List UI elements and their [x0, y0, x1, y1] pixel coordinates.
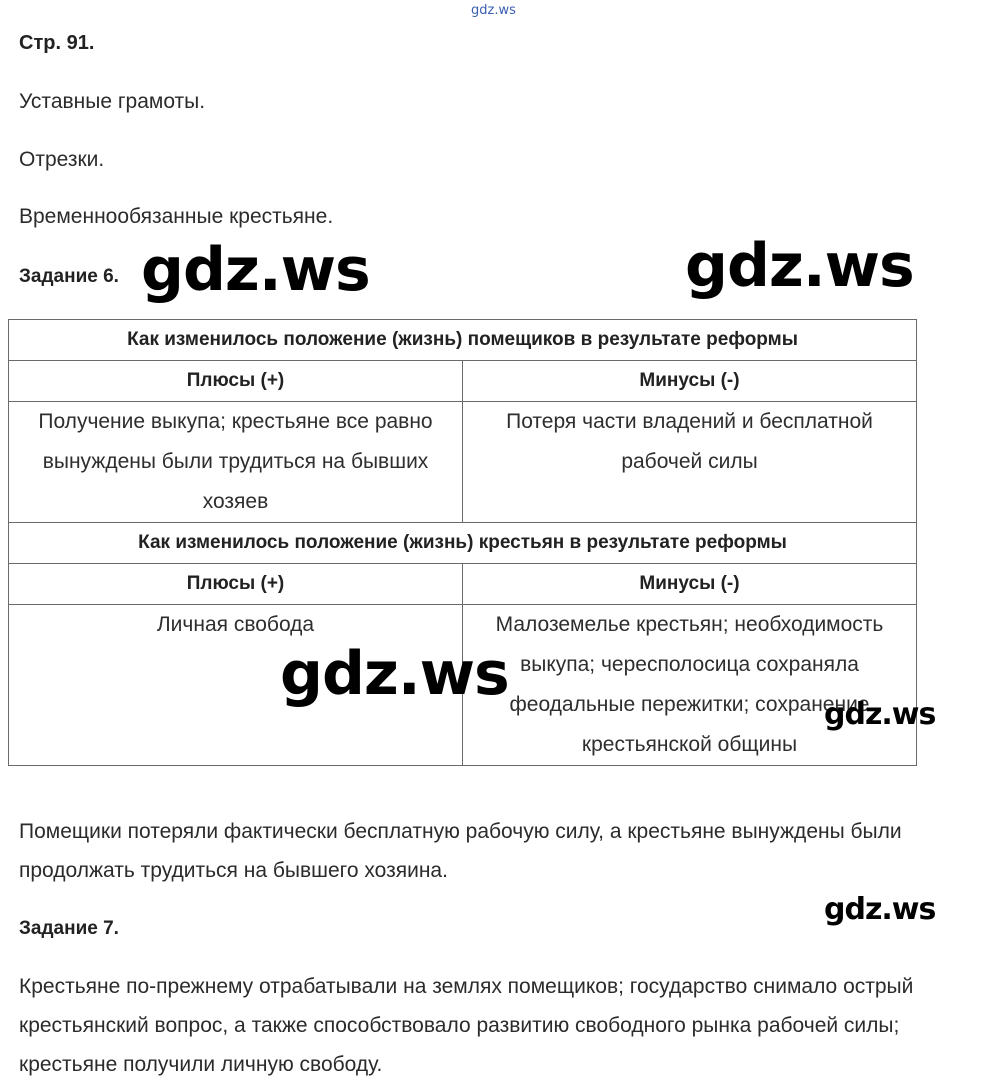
table-row — [9, 361, 917, 402]
watermark-big-right: gdz.ws — [685, 231, 914, 301]
term-item: Уставные грамоты. — [19, 90, 206, 113]
landowners-plus-header: Плюсы (+) — [9, 361, 463, 402]
watermark-table-right: gdz.ws — [824, 697, 936, 732]
landowners-minus-header: Минусы (-) — [463, 361, 917, 402]
landowners-title: Как изменилось положение (жизнь) помещиков в результате реформы — [9, 320, 917, 361]
task6-conclusion: Помещики потеряли фактически бесплатную рабочую силу, а крестьяне вынуждены были продолжать трудиться на бывшего хозяина. — [19, 820, 902, 882]
page-label: Стр. 91. — [19, 32, 95, 54]
table-row — [9, 523, 917, 564]
task6-heading: Задание 6. — [19, 266, 119, 287]
landowners-minus-cell: Потеря части владений и бесплатной рабочей силы — [463, 402, 917, 523]
watermark-task7: gdz.ws — [824, 892, 936, 927]
table-row — [9, 320, 917, 361]
watermark-table-center: gdz.ws — [280, 639, 509, 709]
landowners-plus-cell: Получение выкупа; крестьяне все равно вынуждены были трудиться на бывших хозяев — [9, 402, 463, 523]
peasants-minus-header: Минусы (-) — [463, 564, 917, 605]
peasants-plus-cell: Личная свобода — [9, 605, 463, 766]
term-item: Временнообязанные крестьяне. — [19, 205, 334, 228]
task7-heading: Задание 7. — [19, 918, 119, 939]
task7-answer: Крестьяне по-прежнему отрабатывали на землях помещиков; государство снимало острый крестьянский вопрос, а также способствовало развитию свободного рынка рабочей силы; крестьяне получили личную свободу. — [19, 975, 914, 1076]
table-row — [9, 564, 917, 605]
watermark-big-left: gdz.ws — [141, 235, 370, 305]
table-row — [9, 402, 917, 523]
peasants-plus-header: Плюсы (+) — [9, 564, 463, 605]
peasants-minus-cell: Малоземелье крестьян; необходимость выкупа; чересполосица сохраняла феодальные пережитки; сохранение крестьянской общины — [463, 605, 917, 766]
peasants-title: Как изменилось положение (жизнь) крестьян в результате реформы — [9, 523, 917, 564]
term-item: Отрезки. — [19, 148, 105, 171]
watermark-top: gdz.ws — [471, 3, 516, 18]
